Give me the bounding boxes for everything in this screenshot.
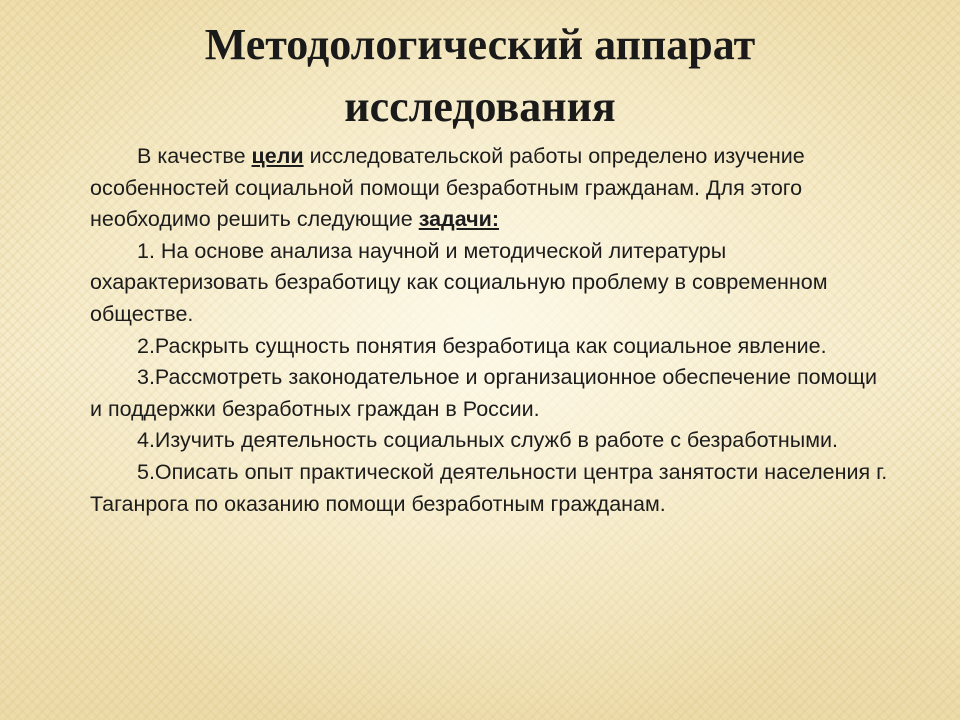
- task-item-2: 2.Раскрыть сущность понятия безработица как социальное явление.: [137, 333, 827, 358]
- intro-text-middle: исследовательской работы определено изучение особенностей социальной помощи безработным гражданам. Для этого необходимо решить следующие: [90, 144, 805, 232]
- task-item-4: 4.Изучить деятельность социальных служб в работе с безработными.: [137, 428, 838, 453]
- slide-body: [90, 141, 890, 520]
- tasks-keyword: задачи:: [418, 207, 499, 232]
- intro-text-start: В качестве: [137, 144, 252, 168]
- slide-title-line-1: Методологический аппарат: [204, 20, 756, 69]
- task-item-1: 1. На основе анализа научной и методической литературы охарактеризовать безработицу как социальную проблему в современном обществе.: [90, 238, 828, 326]
- slide-title-line-2: исследования: [344, 82, 616, 131]
- slide-title: [0, 14, 960, 138]
- task-item-5: 5.Описать опыт практической деятельности центра занятости населения г. Таганрога по оказанию помощи безработным гражданам.: [90, 459, 888, 516]
- task-item-3: 3.Рассмотреть законодательное и организационное обеспечение помощи и поддержки безработных граждан в России.: [90, 365, 877, 421]
- goal-keyword: цели: [251, 144, 304, 168]
- intro-paragraph: [90, 141, 890, 236]
